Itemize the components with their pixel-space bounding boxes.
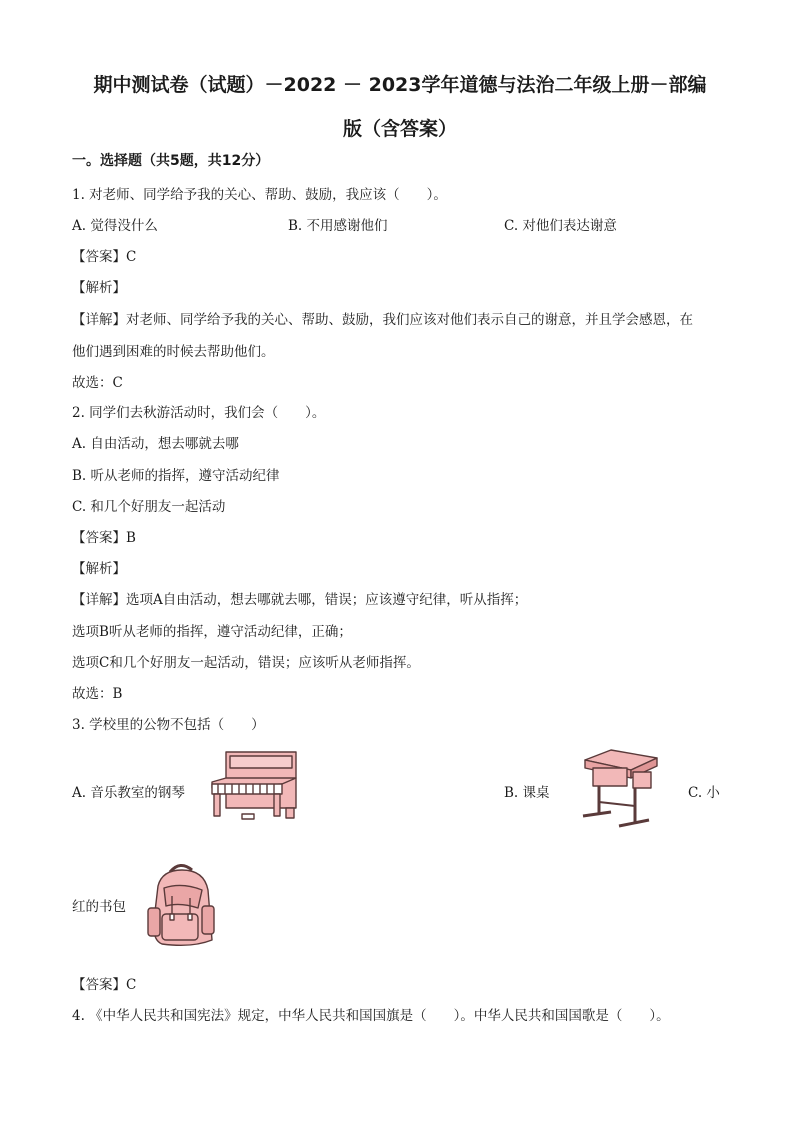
q2-detail-line-1: 【详解】选项A自由活动，想去哪就去哪，错误；应该遵守纪律，听从指挥； — [72, 592, 528, 608]
q1-detail-line-1: 【详解】对老师、同学给予我的关心、帮助、鼓励，我们应该对他们表示自己的谢意，并且学会感恩，在 — [72, 312, 693, 328]
school-desk-picture — [575, 746, 661, 832]
q1-answer: 【答案】C — [72, 249, 137, 265]
q1-conclusion: 故选：C — [72, 375, 123, 391]
document-title-line-2: 版（含答案） — [342, 118, 457, 140]
q2-stem: 2. 同学们去秋游活动时，我们会（ ）。 — [72, 405, 326, 421]
q2-option-a: A. 自由活动，想去哪就去哪 — [72, 436, 239, 452]
q2-detail-line-2: 选项B听从老师的指挥，遵守活动纪律，正确； — [72, 624, 352, 640]
backpack-picture — [142, 860, 220, 950]
q2-conclusion: 故选：B — [72, 686, 123, 702]
q3-option-c-part-2: 红的书包 — [72, 899, 126, 915]
q2-detail-line-3: 选项C和几个好朋友一起活动，错误；应该听从老师指挥。 — [72, 655, 420, 671]
piano-picture — [208, 748, 304, 824]
q3-stem: 3. 学校里的公物不包括（ ） — [72, 717, 265, 733]
section-heading: 一。选择题（共5题，共12分） — [72, 153, 270, 169]
q2-answer: 【答案】B — [72, 530, 136, 546]
q1-analysis-label: 【解析】 — [72, 280, 126, 296]
q1-option-a: A. 觉得没什么 — [72, 218, 158, 234]
q3-answer: 【答案】C — [72, 977, 137, 993]
q1-option-b: B. 不用感谢他们 — [288, 218, 388, 234]
document-title-line-1: 期中测试卷（试题）－2022 － 2023学年道德与法治二年级上册－部编 — [93, 74, 707, 96]
q3-option-a: A. 音乐教室的钢琴 — [72, 785, 185, 801]
q2-option-c: C. 和几个好朋友一起活动 — [72, 499, 226, 515]
q3-option-c-part-1: C. 小 — [688, 785, 720, 801]
q2-analysis-label: 【解析】 — [72, 561, 126, 577]
q1-detail-line-2: 他们遇到困难的时候去帮助他们。 — [72, 344, 275, 360]
q4-stem: 4. 《中华人民共和国宪法》规定，中华人民共和国国旗是（ ）。中华人民共和国国歌是（ ）。 — [72, 1008, 670, 1024]
q2-option-b: B. 听从老师的指挥，遵守活动纪律 — [72, 468, 280, 484]
q3-option-b: B. 课桌 — [504, 785, 550, 801]
q1-option-c: C. 对他们表达谢意 — [504, 218, 617, 234]
q1-stem: 1. 对老师、同学给予我的关心、帮助、鼓励，我应该（ ）。 — [72, 187, 447, 203]
